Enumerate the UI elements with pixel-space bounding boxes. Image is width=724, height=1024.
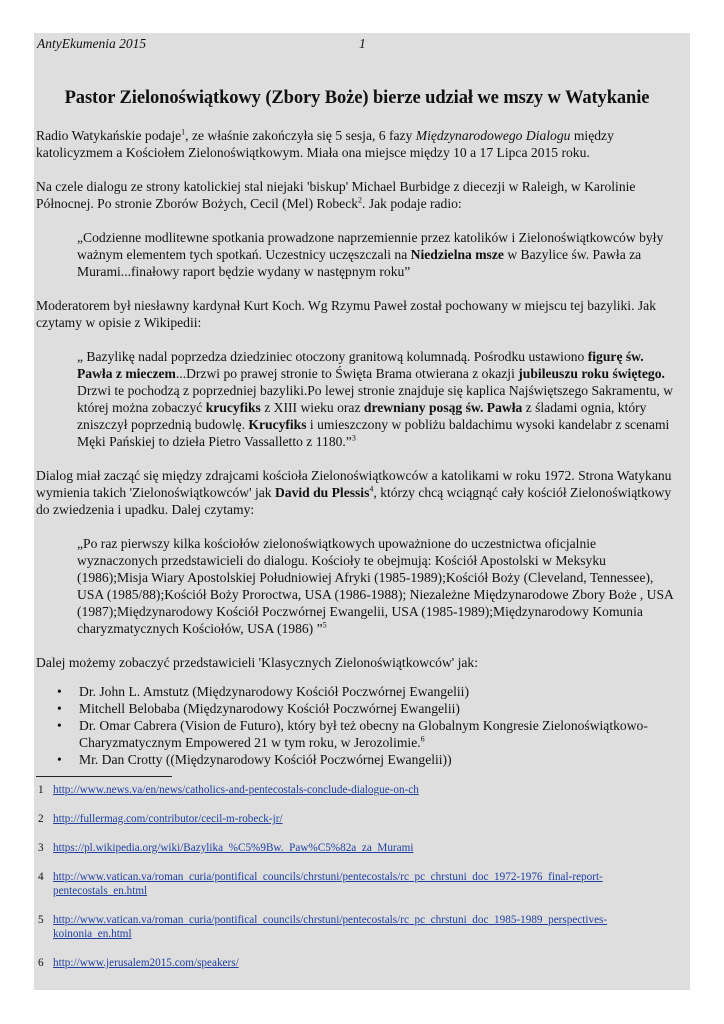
footnote: 6 http://www.jerusalem2015.com/speakers/ (38, 957, 239, 969)
footnote-link[interactable]: https://pl.wikipedia.org/wiki/Bazylika_%C5%9Bw._Paw%C5%82a_za_Murami (53, 842, 414, 854)
footnote-ref[interactable]: 4 (369, 484, 374, 494)
footnote-link[interactable]: http://www.news.va/en/news/catholics-and-pentecostals-conclude-dialogue-on-ch (53, 784, 419, 796)
list-item: • Mitchell Belobaba (Międzynarodowy Kościół Poczwórnej Ewangelii) (79, 700, 678, 717)
footnote-link[interactable]: http://www.vatican.va/roman_curia/pontifical_councils/chrstuni/pentecostals/rc_pc_chrstuni_doc_1985-1989_perspectives-koinonia_en.html (53, 914, 608, 940)
footnote-ref[interactable]: 1 (181, 127, 186, 137)
quote-vatican: „Po raz pierwszy kilka kościołów zielonoświątkowych upoważnione do uczestnictwa oficjalnie wyznaczonych przedstawicieli do dialogu. Kościoły te obejmują: Kościół Apostolski w Meksyku (1986);Misja Wiary Apostolskiej Południowiej Afryki (1985-1989);Kościół Boży (Cleveland, Tennessee), USA (1985/88);Kościół Boży Proroctwa, USA (1986-1988); Niezależne Międzynarodowe Zbory Boże , USA (1987);Międzynarodowy Kościół Poczwórnej Ewangelii, USA (1985-1989);Międzynarodowy Komunia charyzmatycznych Kościołów, USA (1986) ”$^5$ (77, 536, 674, 636)
paragraph-dialogue-leaders: Na czele dialogu ze strony katolickiej stal niejaki 'biskup' Michael Burbidge z diecezji w Raleigh, w Karolinie Północnej. Po stronie Zborów Bożych, Cecil (Mel) Robeck$^2$. Jak podaje radio: (36, 179, 636, 211)
list-item: • Mr. Dan Crotty ((Międzynarodowy Kościół Poczwórnej Ewangelii)) (79, 751, 678, 768)
paragraph-representatives: Dalej możemy zobaczyć przedstawicieli 'Klasycznych Zielonoświątkowców' jak: (36, 655, 478, 670)
footnote-link[interactable]: http://www.vatican.va/roman_curia/pontifical_councils/chrstuni/pentecostals/rc_pc_chrstuni_doc_1972-1976_final-report-pentecostals_en.html (53, 871, 603, 897)
footnote-link[interactable]: http://fullermag.com/contributor/cecil-m-robeck-jr/ (53, 813, 283, 825)
quote-wikipedia: „ Bazylikę nadal poprzedza dziedziniec otoczony granitową kolumnadą. Pośrodku ustawiono figurę św. Pawła z mieczem...Drzwi po prawej stronie to Święta Brama otwierana z okazji jubileuszu roku świętego. Drzwi te pochodzą z poprzedniej bazyliki.Po lewej stronie znajduje się kaplica Najświętszego Sakramentu, w której można zobaczyć krucyfiks z XIII wieku oraz drewniany posąg św. Pawła z śladami ognia, który zniszczył poprzednią budowlę. Krucyfiks i umieszczony w pobliżu baldachimu wysoki kandelabr z scenami Męki Pańskiej to dzieła Pietro Vassalletto z 1180.”$^3$ (77, 349, 674, 449)
footnote-ref[interactable]: 3 (351, 433, 356, 443)
footnote-separator (36, 776, 172, 777)
list-item: • Dr. Omar Cabrera (Vision de Futuro), który był też obecny na Globalnym Kongresie Zielonoświątkowo-Charyzmatycznym Empowered 21 w tym roku, w Jerozolimie.$^6$ (79, 717, 678, 751)
paragraph-dialogue-history: Dialog miał zacząć się między zdrajcami kościoła Zielonoświątkowców a katolikami w roku 1972. Strona Watykanu wymienia takich 'Zielonoświątkowców' jak David du Plessis$^4$, którzy chcą wciągnąć cały kościół Zielonoświątkowy do zwiedzenia i upadku. Dalej czytamy: (36, 468, 672, 517)
journal-name: AntyEkumenia 2015 (37, 36, 147, 51)
article-title: Pastor Zielonoświątkowy (Zbory Boże) bierze udział we mszy w Watykanie (64, 88, 650, 108)
footnote: 3 https://pl.wikipedia.org/wiki/Bazylika_%C5%9Bw._Paw%C5%82a_za_Murami (38, 842, 414, 854)
footnote: 1 http://www.news.va/en/news/catholics-and-pentecostals-conclude-dialogue-on-ch (38, 784, 419, 796)
representatives-list (36, 683, 678, 768)
running-header (36, 34, 678, 52)
list-item: • Dr. John L. Amstutz (Międzynarodowy Kościół Poczwórnej Ewangelii) (79, 683, 678, 700)
footnote-ref[interactable]: 6 (420, 734, 425, 744)
page-number: 1 (359, 36, 366, 51)
footnote-ref[interactable]: 5 (322, 620, 327, 630)
footnote: 5 http://www.vatican.va/roman_curia/pontifical_councils/chrstuni/pentecostals/rc_pc_chrstuni_doc_1985-1989_perspectives-koinonia_en.html (38, 914, 608, 940)
quote-radio: „Codzienne modlitewne spotkania prowadzone naprzemiennie przez katolików i Zielonoświątkowców były ważnym elementem tych spotkań. Uczestnicy uczęszczali na Niedzielna msze w Bazylice św. Pawła za Murami...finałowy raport będzie wydany w następnym roku” (77, 230, 664, 279)
footnote: 2 http://fullermag.com/contributor/cecil-m-robeck-jr/ (38, 813, 283, 825)
footnote: 4 http://www.vatican.va/roman_curia/pontifical_councils/chrstuni/pentecostals/rc_pc_chrstuni_doc_1972-1976_final-report-pentecostals_en.html (38, 871, 603, 897)
paragraph-intro: Radio Watykańskie podaje$^1$, ze właśnie zakończyła się 5 sesja, 6 fazy Międzynarodowego Dialogu między katolicyzmem a Kościołem Zielonoświątkowym. Miała ona miejsce między 10 a 17 Lipca 2015 roku. (36, 127, 614, 160)
document-page (34, 33, 690, 990)
paragraph-moderator: Moderatorem był niesławny kardynał Kurt Koch. Wg Rzymu Paweł został pochowany w miejscu tej bazyliki. Jak czytamy w opisie z Wikipedii: (36, 298, 657, 330)
footnote-link[interactable]: http://www.jerusalem2015.com/speakers/ (53, 957, 239, 969)
footnote-ref[interactable]: 2 (358, 195, 363, 205)
